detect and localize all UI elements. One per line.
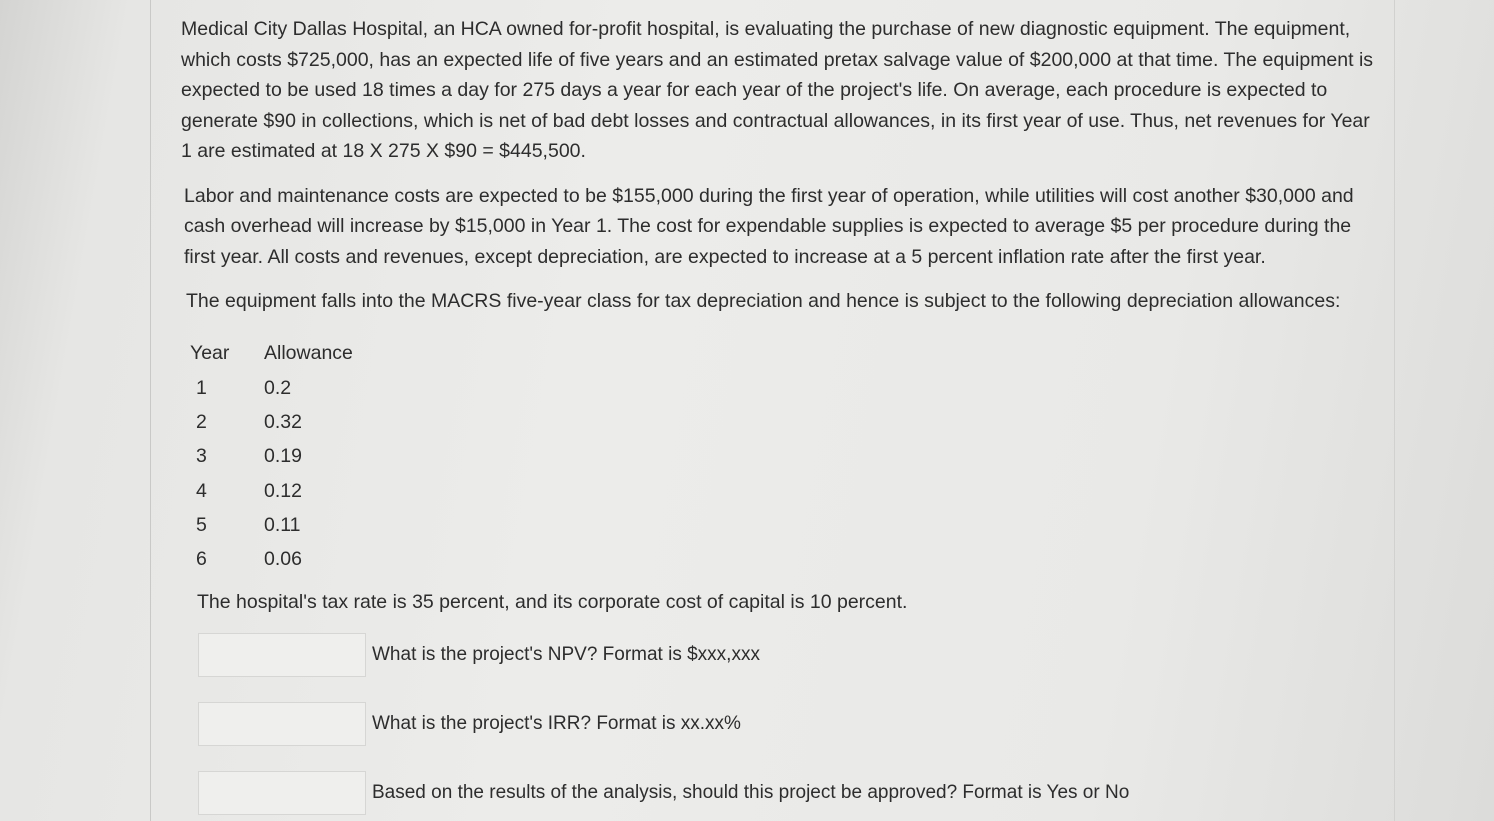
allowance-cell: 0.32: [264, 410, 302, 433]
table-row: [190, 474, 353, 508]
table-header-row: [190, 337, 353, 371]
year-cell: 4: [196, 479, 207, 502]
year-cell: 6: [196, 548, 207, 571]
year-cell: 2: [196, 410, 207, 433]
table-row: [190, 439, 353, 473]
year-cell: 3: [196, 445, 207, 468]
allowance-cell: 0.06: [264, 548, 302, 571]
approval-question: [198, 771, 1376, 815]
allowance-column-header: Allowance: [264, 342, 353, 365]
table-row: [190, 371, 353, 405]
approval-answer-field[interactable]: [198, 771, 366, 815]
allowance-cell: 0.2: [264, 376, 292, 399]
year-cell: 1: [196, 376, 207, 399]
year-cell: 5: [196, 513, 207, 536]
allowance-cell: 0.11: [264, 513, 301, 536]
table-row: [190, 405, 353, 439]
irr-question-label: What is the project's IRR? Format is xx.xx%: [372, 712, 741, 734]
npv-answer-field[interactable]: [198, 633, 366, 677]
table-row: [190, 542, 353, 576]
allowance-cell: 0.19: [264, 445, 302, 468]
question-content: [181, 14, 1376, 815]
allowance-cell: 0.12: [264, 479, 302, 502]
problem-paragraph-2: Labor and maintenance costs are expected to be $155,000 during the first year of operation, while utilities will cost another $30,000 and cash overhead will increase by $15,000 in Year 1. The cost for expendable supplies is expected to average $5 per procedure during the first year. All costs and revenues, except depreciation, are expected to increase at a 5 percent inflation rate after the first year.: [184, 184, 1354, 268]
problem-paragraph-3: The equipment falls into the MACRS five-year class for tax depreciation and hence is subject to the following depreciation allowances:: [186, 290, 1341, 312]
npv-question: [198, 633, 1376, 677]
year-column-header: Year: [190, 342, 230, 365]
problem-paragraph-1: Medical City Dallas Hospital, an HCA owned for-profit hospital, is evaluating the purchase of new diagnostic equipment. The equipment, which costs $725,000, has an expected life of five years and an estimated pretax salvage value of $200,000 at that time. The equipment is expected to be used 18 times a day for 275 days a year for each year of the project's life. On average, each procedure is expected to generate $90 in collections, which is net of bad debt losses and contractual allowances, in its first year of use. Thus, net revenues for Year 1 are estimated at 18 X 275 X $90 = $445,500.: [181, 18, 1374, 162]
depreciation-table: [190, 337, 353, 577]
tax-rate-statement: The hospital's tax rate is 35 percent, and its corporate cost of capital is 10 percent.: [197, 590, 908, 613]
irr-question: [198, 702, 1376, 746]
irr-answer-field[interactable]: [198, 702, 366, 746]
table-row: [190, 508, 353, 542]
approval-question-label: Based on the results of the analysis, should this project be approved? Format is Yes or No: [372, 781, 1130, 803]
npv-question-label: What is the project's NPV? Format is $xxx,xxx: [372, 643, 760, 665]
